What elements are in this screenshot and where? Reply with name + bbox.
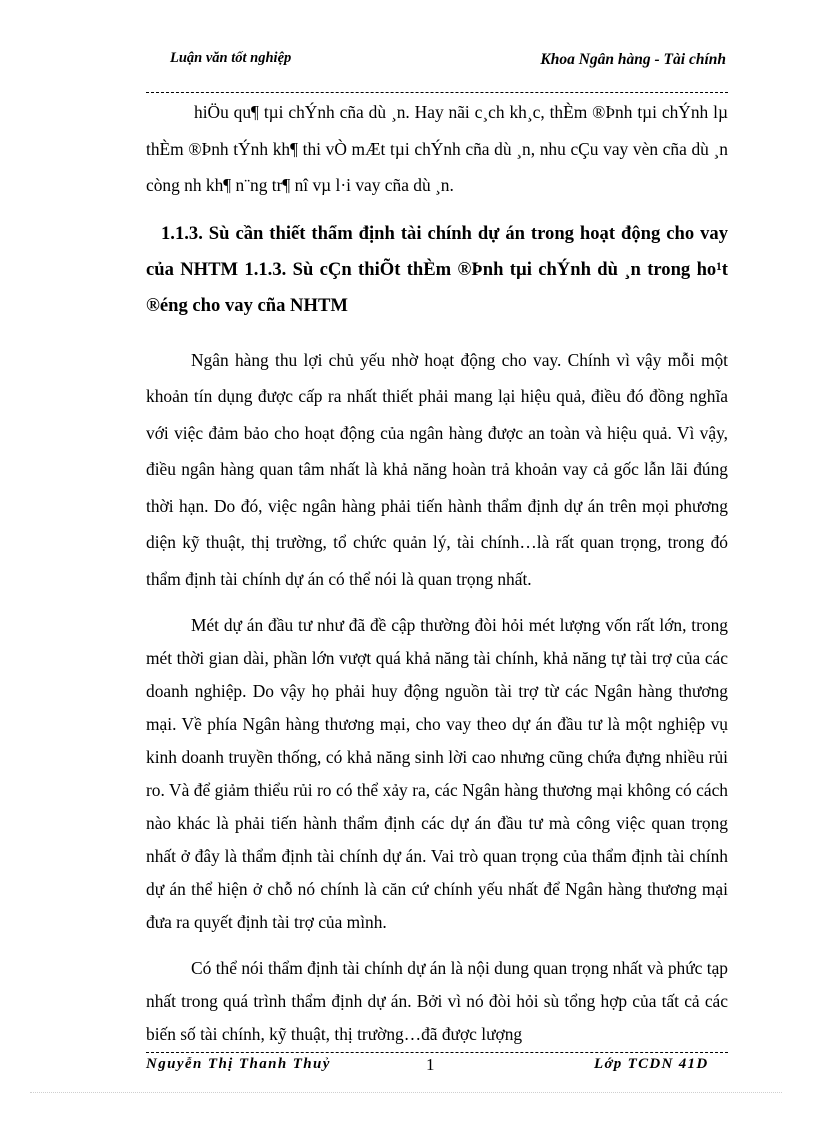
- header-left-title: Luận văn tốt nghiệp: [170, 50, 292, 66]
- page-number: 1: [426, 1055, 435, 1074]
- intro-paragraph: hiÖu qu¶ tµi chÝnh cña dù ¸n. Hay nãi c¸ch kh¸c, thÈm ®Þnh tµi chÝnh lµ thÈm ®Þnh tÝnh kh¶ thi vÒ mÆt tµi chÝnh cña dù ¸n, nhu cÇu vay vèn cña dù ¸n còng nh kh¶ n¨ng tr¶ nî vµ l·i vay cña dù ¸n.: [146, 102, 728, 195]
- body-paragraph-3: Có thể nói thẩm định tài chính dự án là nội dung quan trọng nhất và phức tạp nhất trong quá trình thẩm định dự án. Bởi vì nó đòi hỏi sù tổng hợp của tất cả các biến số tài chính, kỹ thuật, thị trường…đã được lượng: [146, 958, 728, 1044]
- footer-class: Lớp TCDN 41D: [594, 1056, 709, 1072]
- page-body: [146, 94, 728, 1051]
- section-heading: 1.1.3. Sù cần thiết thẩm định tài chính dự án trong hoạt động cho vay của NHTM 1.1.3. Sù cÇn thiÕt thÈm ®Þnh tµi chÝnh dù ¸n trong ho¹t ®éng cho vay cña NHTM: [146, 222, 728, 316]
- footer-divider: [146, 1052, 728, 1053]
- body-paragraph-1: Ngân hàng thu lợi chủ yếu nhờ hoạt động cho vay. Chính vì vậy mỗi một khoản tín dụng được cấp ra nhất thiết phải mang lại hiệu quả, điều đó đồng nghĩa với việc đảm bảo cho hoạt động của ngân hàng được an toàn và hiệu quả. Vì vậy, điều ngân hàng quan tâm nhất là khả năng hoàn trả khoản vay cả gốc lẫn lãi đúng thời hạn. Do đó, việc ngân hàng phải tiến hành thẩm định dự án trên mọi phương diện kỹ thuật, thị trường, tổ chức quản lý, tài chính…là rất quan trọng, trong đó thẩm định tài chính dự án có thể nói là quan trọng nhất.: [146, 349, 728, 589]
- body-paragraph-2: Mét dự án đầu tư như đã đề cập thường đòi hỏi mét lượng vốn rất lớn, trong mét thời gian dài, phần lớn vượt quá khả năng tài chính, khả năng tự tài trợ của các doanh nghiệp. Do vậy họ phải huy động nguồn tài trợ từ các Ngân hàng thương mại. Về phía Ngân hàng thương mại, cho vay theo dự án đầu tư là một nghiệp vụ kinh doanh truyền thống, có khả năng sinh lời cao nhưng cũng chứa đựng nhiều rủi ro. Và để giảm thiểu rủi ro có thể xảy ra, các Ngân hàng thương mại không có cách nào khác là phải tiến hành thẩm định các dự án đầu tư mà công việc quan trọng nhất ở đây là thẩm định tài chính dự án. Vai trò quan trọng của thẩm định tài chính dự án thể hiện ở chỗ nó chính là căn cứ chính yếu nhất để Ngân hàng thương mại đưa ra quyết định tài trợ của mình.: [146, 615, 728, 932]
- header-right-title: Khoa Ngân hàng - Tài chính: [540, 51, 726, 68]
- header-divider: [146, 92, 728, 93]
- footer-author: Nguyễn Thị Thanh Thuỷ: [146, 1056, 331, 1072]
- page-bottom-divider: [30, 1092, 782, 1093]
